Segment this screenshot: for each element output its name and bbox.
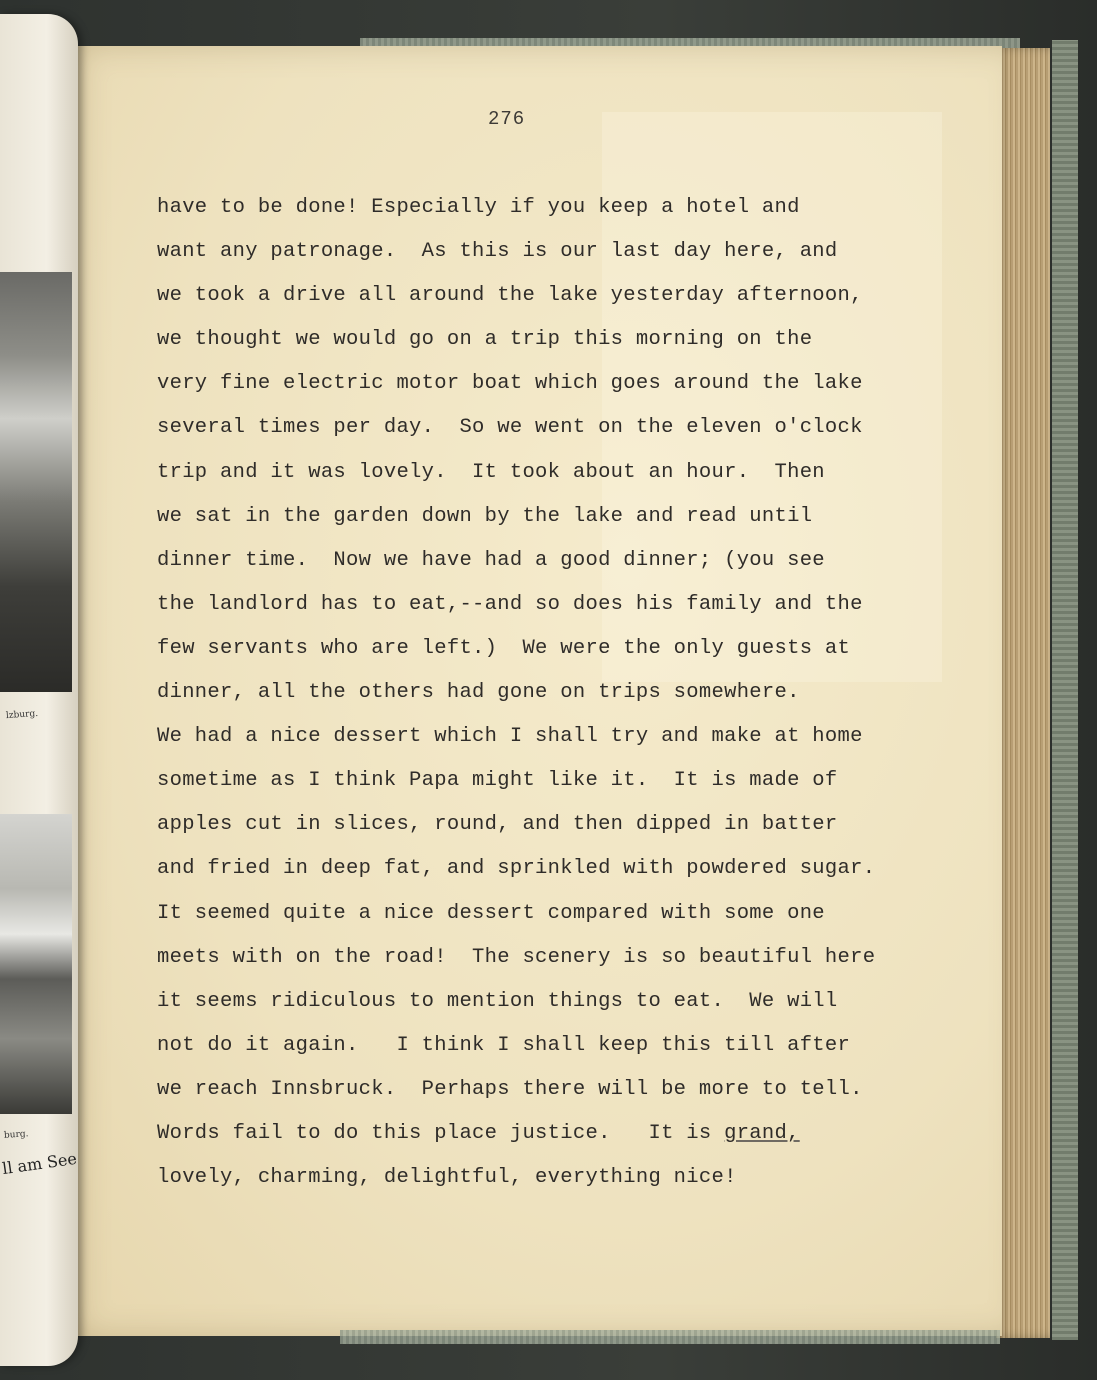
text-line: dinner, all the others had gone on trips somewhere. — [157, 681, 800, 705]
photo-caption: ll am See — [1, 1148, 78, 1179]
page-edges — [996, 48, 1050, 1338]
cloth-binding-bottom — [340, 1330, 1000, 1344]
text-line: dinner time. Now we have had a good dinner; (you see — [157, 548, 825, 572]
text-line: apples cut in slices, round, and then dipped in batter — [157, 813, 838, 837]
text-line: few servants who are left.) We were the only guests at — [157, 636, 851, 660]
text-line: sometime as I think Papa might like it. It is made of — [157, 769, 838, 793]
text-line: not do it again. I think I shall keep this till after — [157, 1033, 851, 1057]
text-line: have to be done! Especially if you keep a hotel and — [157, 196, 800, 219]
cloth-binding-right — [1052, 40, 1078, 1340]
text-line: we sat in the garden down by the lake and read until — [157, 504, 813, 528]
text-line — [157, 1119, 957, 1163]
text-line: very fine electric motor boat which goes around the lake — [157, 372, 863, 396]
landscape-photo-forest — [0, 272, 72, 692]
typed-text-body — [157, 193, 957, 1207]
text-line: We had a nice dessert which I shall try and make at home — [157, 725, 863, 749]
photo-caption: burg. — [3, 1129, 29, 1141]
text-line: we took a drive all around the lake yesterday afternoon, — [157, 284, 863, 308]
text-line: lovely, charming, delightful, everything nice! — [157, 1166, 737, 1190]
text-line: it seems ridiculous to mention things to eat. We will — [157, 989, 838, 1013]
text-line: several times per day. So we went on the eleven o'clock — [157, 416, 863, 440]
landscape-photo-lake — [0, 814, 72, 1114]
underlined-word: grand, — [724, 1121, 800, 1145]
text-line: trip and it was lovely. It took about an hour. Then — [157, 460, 825, 484]
text-line: we reach Innsbruck. Perhaps there will be more to tell. — [157, 1077, 863, 1101]
text-line: and fried in deep fat, and sprinkled with powdered sugar. — [157, 857, 876, 881]
page-number: 276 — [488, 108, 526, 130]
photo-caption: lzburg. — [5, 708, 39, 722]
text-line: want any patronage. As this is our last day here, and — [157, 240, 838, 264]
facing-page — [0, 14, 78, 1366]
text-line: meets with on the road! The scenery is so beautiful here — [157, 945, 876, 969]
text-line-part: Words fail to do this place justice. It is — [157, 1121, 725, 1145]
text-line: we thought we would go on a trip this morning on the — [157, 328, 813, 352]
text-line: It seemed quite a nice dessert compared with some one — [157, 901, 825, 925]
text-line: the landlord has to eat,--and so does his family and the — [157, 592, 863, 616]
